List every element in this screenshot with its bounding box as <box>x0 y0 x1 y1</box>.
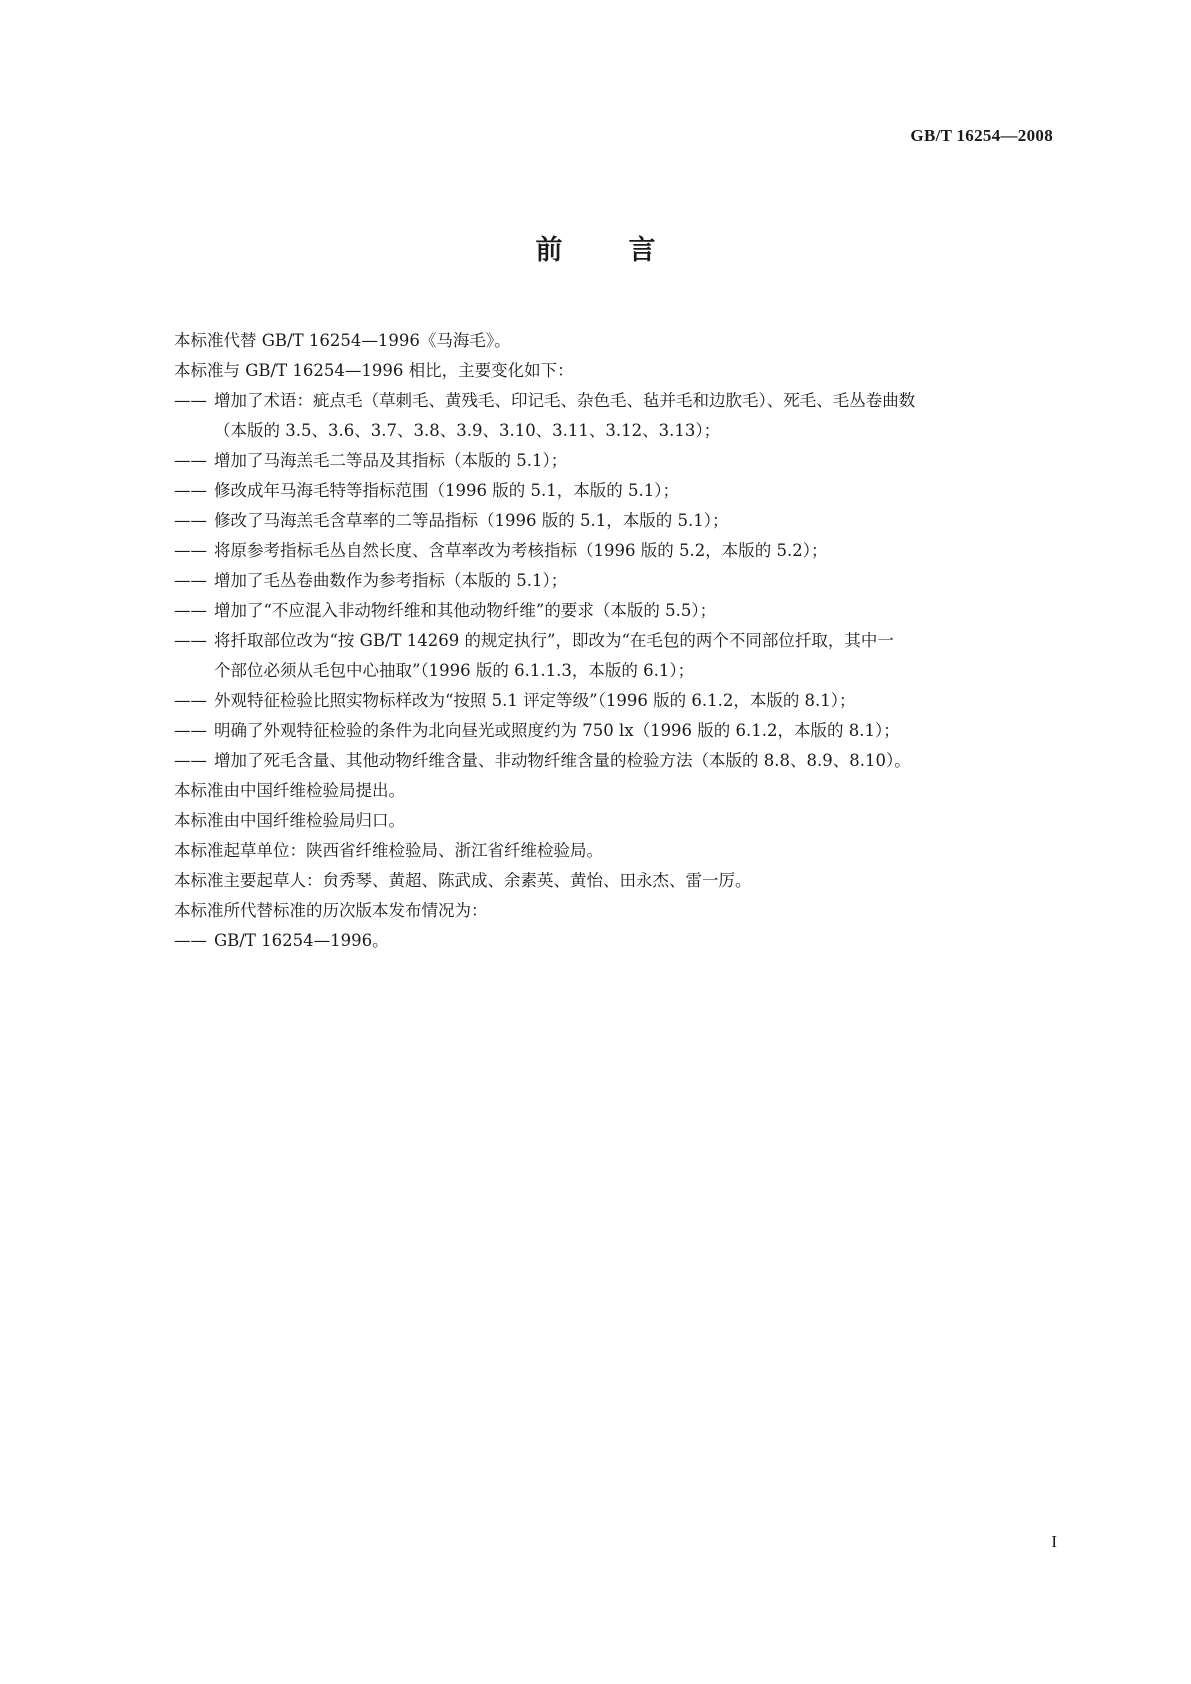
dash-marker: —— <box>174 391 207 410</box>
page-title <box>0 228 1191 267</box>
list-item-line: 修改了马海羔毛含草率的二等品指标（1996 版的 5.1，本版的 5.1）； <box>214 511 729 530</box>
change-item <box>174 476 1074 506</box>
dash-marker: —— <box>174 721 207 740</box>
changes-list <box>174 386 1074 776</box>
previous-version-item <box>174 926 1074 956</box>
change-item <box>174 386 1074 446</box>
intro-paragraph: 本标准代替 GB/T 16254—1996《马海毛》。 <box>174 331 511 350</box>
list-item-line: 个部位必须从毛包中心抽取”（1996 版的 6.1.1.3，本版的 6.1）； <box>214 661 695 680</box>
list-item-line: 增加了死毛含量、其他动物纤维含量、非动物纤维含量的检验方法（本版的 8.8、8.9、8.10）。 <box>214 751 911 770</box>
change-item <box>174 716 1074 746</box>
intro-paragraph: 本标准与 GB/T 16254—1996 相比，主要变化如下： <box>174 361 574 380</box>
change-item <box>174 446 1074 476</box>
dash-marker: —— <box>174 451 207 470</box>
intro-paragraphs <box>174 326 1074 386</box>
list-item-line: （本版的 3.5、3.6、3.7、3.8、3.9、3.10、3.11、3.12、3.13）； <box>214 421 721 440</box>
change-item <box>174 506 1074 536</box>
list-item-line: 增加了马海羔毛二等品及其指标（本版的 5.1）； <box>214 451 568 470</box>
closing-paragraph: 本标准所代替标准的历次版本发布情况为： <box>174 901 488 920</box>
change-item <box>174 626 1074 686</box>
previous-versions-list <box>174 926 1074 956</box>
change-item <box>174 596 1074 626</box>
closing-paragraph: 本标准主要起草人：贠秀琴、黄超、陈武成、余素英、黄怡、田永杰、雷一厉。 <box>174 871 752 890</box>
dash-marker: —— <box>174 931 207 950</box>
list-item-line: 外观特征检验比照实物标样改为“按照 5.1 评定等级”（1996 版的 6.1.2，本版的 8.1）； <box>214 691 856 710</box>
dash-marker: —— <box>174 571 207 590</box>
title-char-1: 前 <box>535 235 563 266</box>
dash-marker: —— <box>174 601 207 620</box>
list-item-line: 修改成年马海毛特等指标范围（1996 版的 5.1，本版的 5.1）； <box>214 481 679 500</box>
closing-paragraphs <box>174 776 1074 926</box>
closing-paragraph: 本标准起草单位：陕西省纤维检验局、浙江省纤维检验局。 <box>174 841 603 860</box>
change-item <box>174 536 1074 566</box>
list-item-line: 将扦取部位改为“按 GB/T 14269 的规定执行”，即改为“在毛包的两个不同部位扦取，其中一 <box>214 631 894 650</box>
closing-paragraph: 本标准由中国纤维检验局归口。 <box>174 811 405 830</box>
list-item-line: 增加了术语：疵点毛（草刺毛、黄残毛、印记毛、杂色毛、毡并毛和边肷毛）、死毛、毛丛卷曲数 <box>214 391 916 410</box>
closing-paragraph: 本标准由中国纤维检验局提出。 <box>174 781 405 800</box>
list-item-line: 增加了毛丛卷曲数作为参考指标（本版的 5.1）； <box>214 571 568 590</box>
standard-code: GB/T 16254—2008 <box>910 126 1053 145</box>
page-number: I <box>1051 1532 1057 1551</box>
list-item-line: 增加了“不应混入非动物纤维和其他动物纤维”的要求（本版的 5.5）； <box>214 601 717 620</box>
list-item-line: 将原参考指标毛丛自然长度、含草率改为考核指标（1996 版的 5.2，本版的 5.2）； <box>214 541 828 560</box>
dash-marker: —— <box>174 631 207 650</box>
list-item-line: 明确了外观特征检验的条件为北向昼光或照度约为 750 lx（1996 版的 6.1.2，本版的 8.1）； <box>214 721 900 740</box>
change-item <box>174 686 1074 716</box>
dash-marker: —— <box>174 511 207 530</box>
dash-marker: —— <box>174 691 207 710</box>
dash-marker: —— <box>174 751 207 770</box>
foreword-body <box>174 326 1074 956</box>
dash-marker: —— <box>174 481 207 500</box>
dash-marker: —— <box>174 541 207 560</box>
change-item <box>174 566 1074 596</box>
list-item-line: GB/T 16254—1996。 <box>214 931 389 950</box>
title-char-2: 言 <box>628 235 656 266</box>
change-item <box>174 746 1074 776</box>
